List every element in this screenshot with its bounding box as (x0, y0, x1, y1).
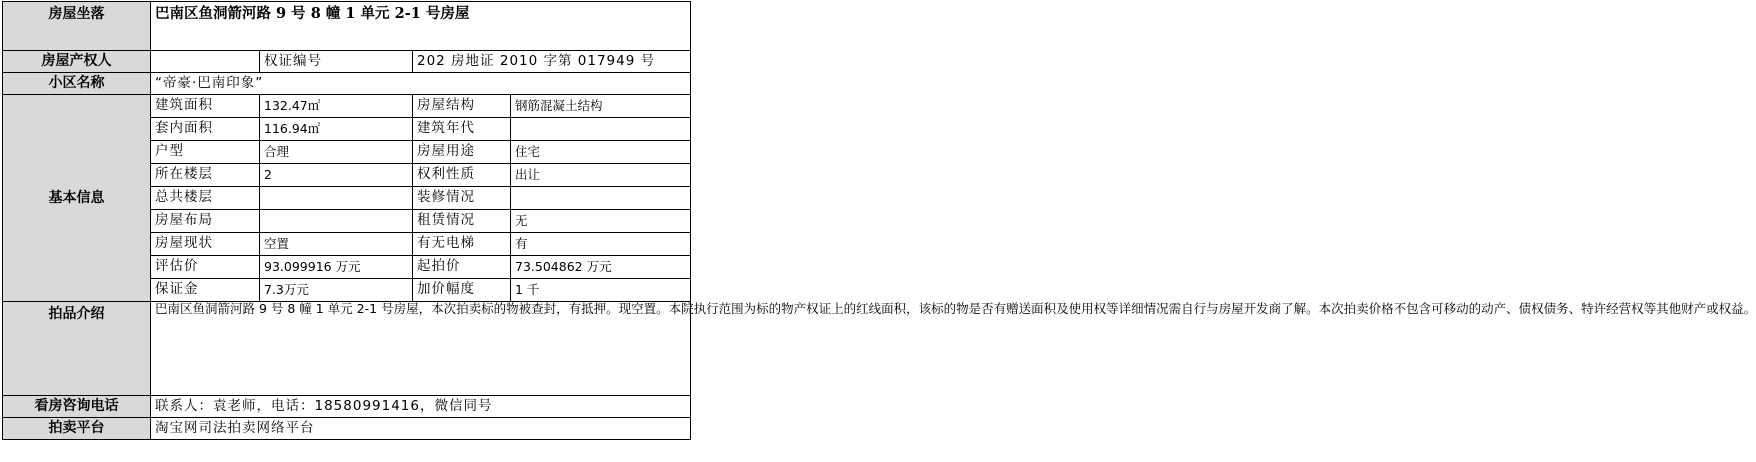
owner-label: 房屋产权人 (3, 51, 151, 73)
info-row (3, 95, 691, 118)
owner-value (151, 51, 260, 73)
info-key: 房屋结构 (413, 95, 511, 118)
info-value: 1 千 (511, 279, 691, 302)
cert-value: 202 房地证 2010 字第 017949 号 (413, 51, 691, 73)
basic-info-label: 基本信息 (3, 95, 151, 302)
info-key: 房屋现状 (151, 233, 260, 256)
info-key: 起拍价 (413, 256, 511, 279)
info-key: 户型 (151, 141, 260, 164)
owner-row (3, 51, 691, 73)
info-value (260, 210, 413, 233)
info-key: 评估价 (151, 256, 260, 279)
contact-value: 联系人：袁老师，电话：18580991416，微信同号 (151, 396, 691, 418)
info-value: 钢筋混凝土结构 (511, 95, 691, 118)
info-value: 116.94㎡ (260, 118, 413, 141)
info-key: 权利性质 (413, 164, 511, 187)
info-key: 有无电梯 (413, 233, 511, 256)
info-value: 132.47㎡ (260, 95, 413, 118)
info-key: 所在楼层 (151, 164, 260, 187)
address-value: 巴南区鱼洞箭河路 9 号 8 幢 1 单元 2-1 号房屋 (151, 2, 691, 51)
info-key: 租赁情况 (413, 210, 511, 233)
address-row (3, 2, 691, 51)
info-value: 7.3万元 (260, 279, 413, 302)
community-label: 小区名称 (3, 73, 151, 95)
info-value: 出让 (511, 164, 691, 187)
contact-row (3, 396, 691, 418)
info-key: 房屋布局 (151, 210, 260, 233)
info-key: 套内面积 (151, 118, 260, 141)
info-key: 加价幅度 (413, 279, 511, 302)
info-key: 总共楼层 (151, 187, 260, 210)
info-value (511, 118, 691, 141)
info-value: 73.504862 万元 (511, 256, 691, 279)
info-value: 合理 (260, 141, 413, 164)
contact-label: 看房咨询电话 (3, 396, 151, 418)
platform-value: 淘宝网司法拍卖网络平台 (151, 418, 691, 440)
property-info-table (2, 1, 1756, 440)
info-value: 空置 (260, 233, 413, 256)
intro-row (3, 302, 691, 396)
info-value: 93.099916 万元 (260, 256, 413, 279)
info-key: 房屋用途 (413, 141, 511, 164)
info-key: 装修情况 (413, 187, 511, 210)
cert-label: 权证编号 (260, 51, 413, 73)
info-value: 2 (260, 164, 413, 187)
info-value (511, 187, 691, 210)
info-key: 建筑面积 (151, 95, 260, 118)
info-key: 建筑年代 (413, 118, 511, 141)
info-value: 有 (511, 233, 691, 256)
intro-text: 巴南区鱼洞箭河路 9 号 8 幢 1 单元 2-1 号房屋，本次拍卖标的物被查封，有抵押。现空置。本院执行范围为标的物产权证上的红线面积，该标的物是否有赠送面积及使用权等详细情况需自行与房屋开发商了解。本次拍卖价格不包含可移动的动产、债权债务、特许经营权等其他财产或权益。 (151, 302, 691, 396)
info-key: 保证金 (151, 279, 260, 302)
info-value (260, 187, 413, 210)
platform-row (3, 418, 691, 440)
community-value: “帝豪·巴南印象” (151, 73, 691, 95)
info-value: 无 (511, 210, 691, 233)
info-value: 住宅 (511, 141, 691, 164)
community-row (3, 73, 691, 95)
platform-label: 拍卖平台 (3, 418, 151, 440)
address-label: 房屋坐落 (3, 2, 151, 51)
intro-label: 拍品介绍 (3, 302, 151, 396)
